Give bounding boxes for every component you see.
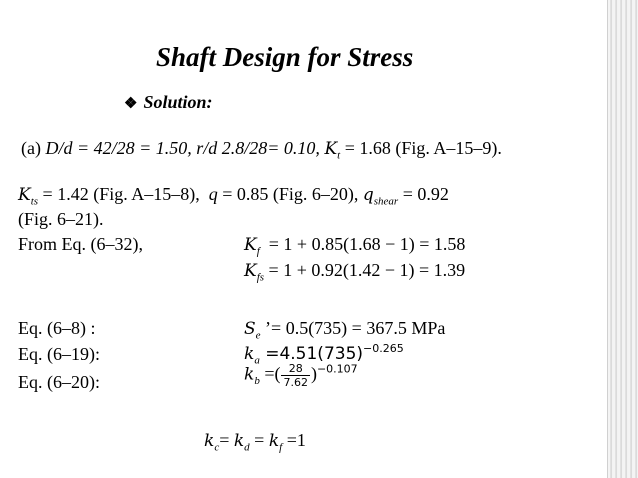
se-symbol: S: [244, 319, 256, 339]
kc-subscript: c: [214, 441, 220, 454]
kc-equals: =: [219, 430, 234, 450]
equation-line-kb: [244, 362, 358, 389]
se-reference: Eq. (6–8) :: [18, 318, 96, 338]
equation-line-kfs: [244, 260, 465, 284]
decorative-right-border: [607, 0, 638, 478]
kf-subscript: f: [256, 245, 260, 258]
radius-ratio: r/d 2.8/28= 0.10,: [196, 138, 320, 158]
kd-symbol: k: [233, 431, 245, 451]
kf-value: = 1 + 0.85(1.68 − 1) = 1.58: [268, 234, 466, 254]
kb-close-paren: ): [310, 363, 317, 384]
part-label: (a): [21, 138, 41, 158]
kb-numerator: 28: [281, 362, 310, 376]
kfs-symbol: K: [244, 261, 257, 281]
diameter-ratio: D/d = 42/28 = 1.50,: [45, 138, 192, 158]
kfs-subscript: fs: [256, 271, 265, 284]
kts-value: = 1.42 (Fig. A–15–8),: [38, 184, 200, 204]
kd-equals: =: [249, 430, 269, 450]
kc-symbol: k: [204, 431, 215, 451]
solution-label: Solution:: [143, 92, 213, 112]
equation-line-kc-kd-kf: [204, 430, 306, 454]
kf2-subscript: f: [279, 441, 283, 454]
qshear-symbol: q: [362, 185, 374, 205]
se-value: ’= 0.5(735) = 367.5 MPa: [260, 318, 446, 338]
ka-reference: Eq. (6–19):: [18, 344, 100, 364]
ka-value: =4.51(735): [259, 344, 364, 364]
equation-line-kf: [244, 234, 465, 258]
kb-denominator: 7.62: [283, 376, 308, 389]
kb-reference: Eq. (6–20):: [18, 372, 100, 392]
q-symbol: q: [208, 184, 218, 204]
equation-line-fig-ref: (Fig. 6–21).: [18, 209, 104, 229]
kt-term: [324, 138, 341, 162]
kts-subscript: ts: [30, 195, 39, 208]
ka-subscript: a: [254, 354, 260, 367]
qshear-value: = 0.92: [398, 184, 449, 204]
kt-value: = 1.68 (Fig. A–15–9).: [340, 138, 502, 158]
kb-symbol: k: [244, 364, 255, 385]
kts-symbol: K: [18, 185, 31, 205]
diamond-bullet-icon: ❖: [124, 96, 138, 112]
qshear-subscript: shear: [373, 195, 399, 208]
equation-line-kts: [18, 184, 449, 208]
kf-symbol: K: [244, 235, 257, 255]
kc-value: =1: [282, 430, 306, 450]
se-subscript: e: [255, 329, 261, 342]
kfs-value: = 1 + 0.92(1.42 − 1) = 1.39: [264, 260, 466, 280]
ka-exponent: −0.265: [363, 342, 404, 355]
solution-heading: [124, 92, 212, 113]
ka-symbol: k: [244, 344, 255, 364]
kb-exponent: −0.107: [316, 362, 358, 376]
equation-line-se: [244, 318, 445, 342]
kb-fraction: [281, 362, 310, 389]
kt-symbol: K: [324, 139, 338, 159]
kb-subscript: b: [254, 375, 260, 388]
kf-reference: From Eq. (6–32),: [18, 234, 143, 254]
kt-subscript: t: [337, 149, 341, 162]
q-value: = 0.85 (Fig. 6–20),: [217, 184, 359, 204]
equation-line-a: [21, 138, 502, 162]
kf2-symbol: k: [268, 431, 280, 451]
page-title: Shaft Design for Stress: [156, 42, 414, 72]
kd-subscript: d: [244, 441, 250, 454]
kb-open-paren: =(: [259, 363, 281, 384]
